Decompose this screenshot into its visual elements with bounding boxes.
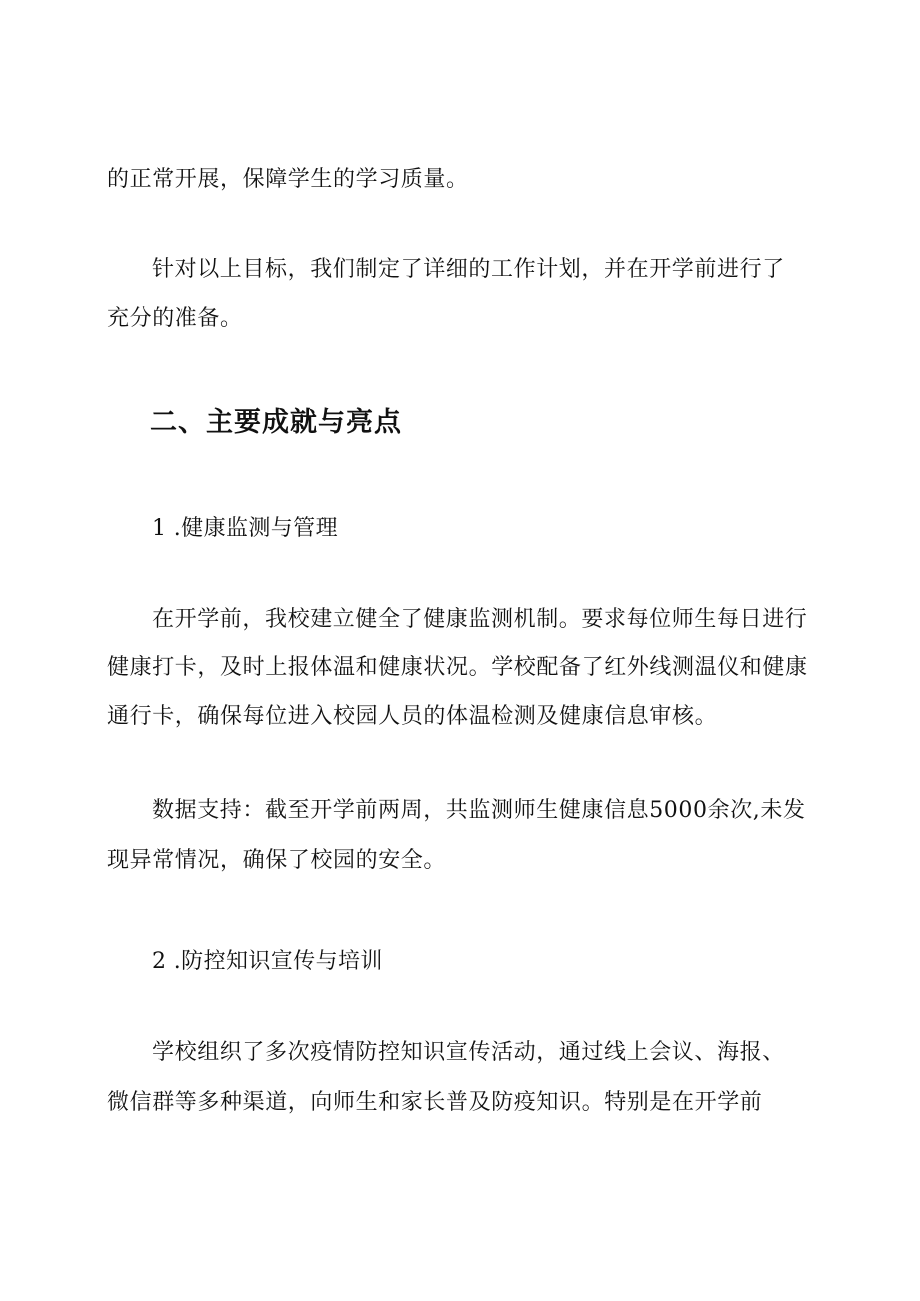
paragraph-line: 的正常开展，保障学生的学习质量。 <box>107 167 469 192</box>
paragraph-line: 充分的准备。 <box>107 306 243 331</box>
paragraph-line: 微信群等多种渠道，向师生和家长普及防疫知识。特别是在开学前 <box>107 1090 763 1115</box>
paragraph-line: 健康打卡，及时上报体温和健康状况。学校配备了红外线测温仪和健康 <box>107 655 808 680</box>
section-heading: 二、主要成就与亮点 <box>150 407 402 438</box>
paragraph-line: 在开学前，我校建立健全了健康监测机制。要求每位师生每日进行 <box>152 607 808 632</box>
subsection-title: 1 .健康监测与管理 <box>152 516 338 541</box>
paragraph-line: 学校组织了多次疫情防控知识宣传活动，通过线上会议、海报、 <box>152 1040 785 1065</box>
subsection-title: 2 .防控知识宣传与培训 <box>152 949 383 974</box>
paragraph-line: 数据支持：截至开学前两周，共监测师生健康信息5000余次,未发 <box>152 798 806 823</box>
paragraph-line: 针对以上目标，我们制定了详细的工作计划，并在开学前进行了 <box>152 257 785 282</box>
paragraph-line: 现异常情况，确保了校园的安全。 <box>107 848 447 873</box>
paragraph-line: 通行卡，确保每位进入校园人员的体温检测及健康信息审核。 <box>107 704 718 729</box>
